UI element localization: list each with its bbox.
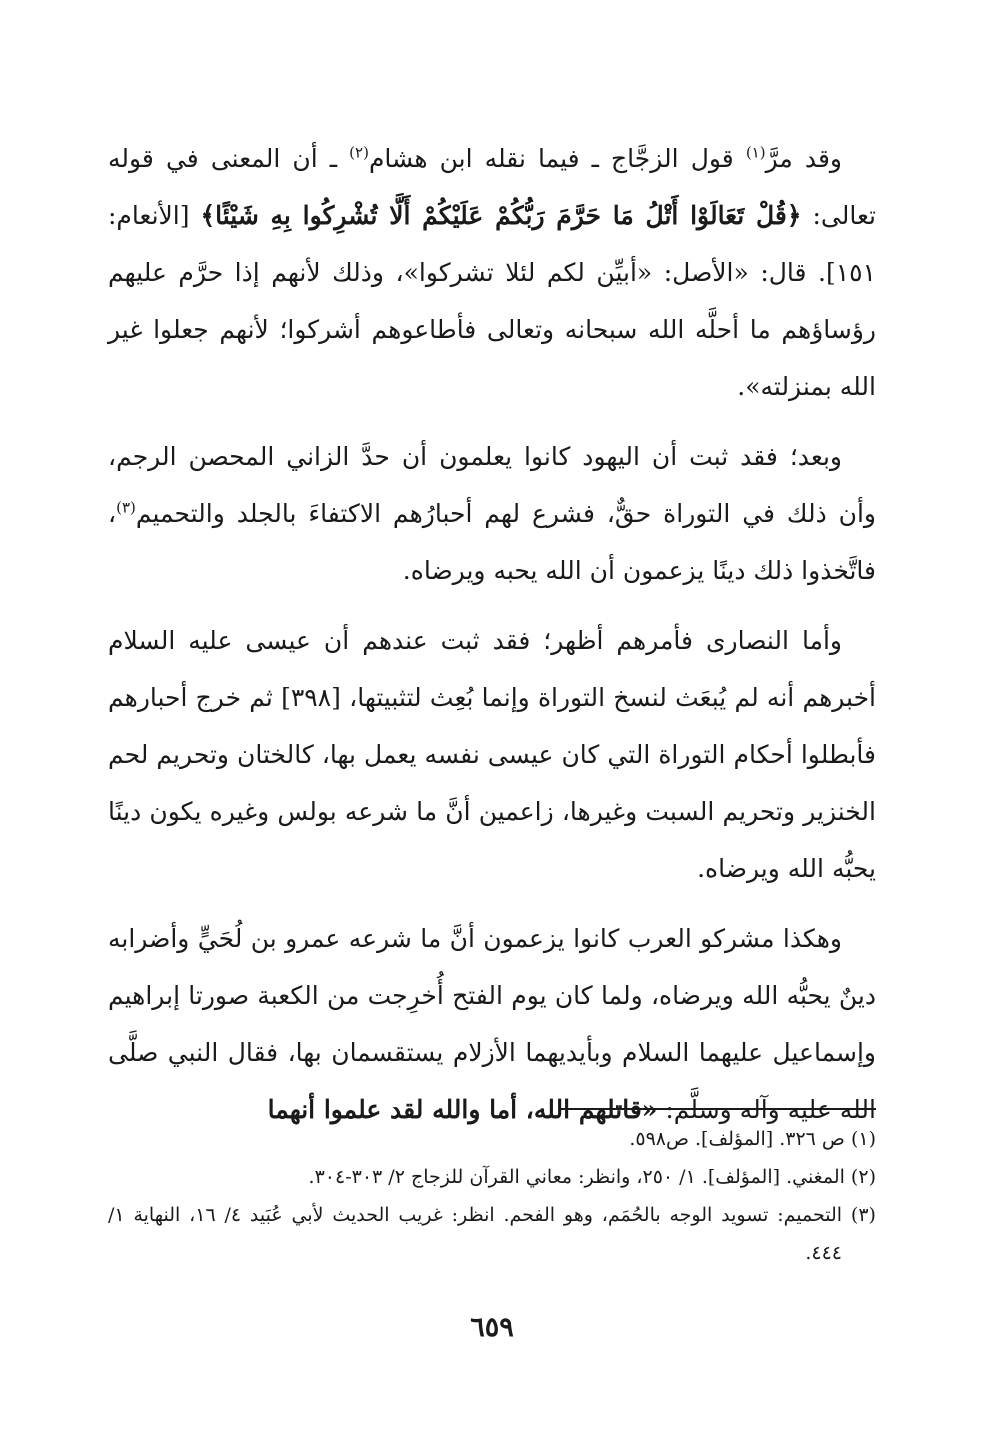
paragraph-1-part-c: ـ أن المعنى في قوله تعالى: [108, 144, 876, 230]
hadith-quote: «قاتلهم الله، أما والله لقد علموا أنهما [267, 1095, 658, 1124]
paragraph-4 [108, 910, 876, 1138]
paragraph-2-part-b: ، فاتَّخذوا ذلك دينًا يزعمون أن الله يحبه ويرضاه. [108, 499, 876, 585]
paragraph-1-part-d: [الأنعام: ١٥١]. قال: «الأصل: «أبيِّن لكم لئلا تشركوا»، وذلك لأنهم إذا حرَّم عليهم رؤساؤهم ما أحلَّه الله سبحانه وتعالى فأطاعوهم أشركوا؛ لأنهم جعلوا غير الله بمنزلته». [108, 201, 876, 401]
footnotes [108, 1120, 876, 1272]
paragraph-1 [108, 130, 876, 415]
footnote-3: (٣) التحميم: تسويد الوجه بالحُمَم، وهو الفحم. انظر: غريب الحديث لأبي عُبَيد ٤/ ١٦، النهاية ١/ ٤٤٤. [108, 1204, 876, 1264]
footnote-ref-1: (١) [745, 143, 766, 162]
page-number: ٦٥٩ [470, 1312, 514, 1343]
main-text [108, 130, 876, 1151]
paragraph-3: وأما النصارى فأمرهم أظهر؛ فقد ثبت عندهم أن عيسى عليه السلام أخبرهم أنه لم يُبعَث لنسخ التوراة وإنما بُعِث لتثبيتها، [٣٩٨] ثم خرج أحبارهم فأبطلوا أحكام التوراة التي كان عيسى نفسه يعمل بها، كالختان وتحريم لحم الخنزير وتحريم السبت وغيرها، زاعمين أنَّ ما شرعه بولس وغيره يكون دينًا يحبُّه الله ويرضاه. [108, 626, 877, 883]
paragraph-2-part-a: وبعد؛ فقد ثبت أن اليهود كانوا يعلمون أن حدَّ الزاني المحصن الرجم، وأن ذلك في التوراة حقٌّ، فشرع لهم أحبارُهم الاكتفاءَ بالجلد والتحميم [108, 442, 876, 528]
footnote-2: (٢) المغني. [المؤلف]. ١/ ٢٥٠، وانظر: معاني القرآن للزجاج ٢/ ٣٠٣-٣٠٤. [308, 1166, 876, 1188]
footnote-1: (١) ص ٣٢٦. [المؤلف]. ص٥٩٨. [629, 1128, 876, 1150]
footnote-divider [560, 1108, 876, 1110]
footnote-ref-3: (٣) [116, 498, 136, 517]
paragraph-4-part-a: وهكذا مشركو العرب كانوا يزعمون أنَّ ما شرعه عمرو بن لُحَيٍّ وأضرابه دينٌ يحبُّه الله ويرضاه، ولما كان يوم الفتح أُخرِجت من الكعبة صورتا إبراهيم وإسماعيل عليهما السلام وبأيديهما الأزلام يستقسمان بها، فقال النبي صلَّى الله عليه وآله وسلَّم: [108, 924, 876, 1124]
quran-verse: ﴿قُلْ تَعَالَوْا أَتْلُ مَا حَرَّمَ رَبُّكُمْ عَلَيْكُمْ أَلَّا تُشْرِكُوا بِهِ شَيْئًا﴾ [200, 201, 802, 230]
paragraph-2 [108, 428, 876, 599]
paragraph-1-part-b: قول الزجَّاج ـ فيما نقله ابن هشام [368, 144, 746, 173]
footnote-ref-2: (٢) [349, 143, 369, 162]
paragraph-1-part-a: وقد مرَّ [765, 144, 843, 173]
